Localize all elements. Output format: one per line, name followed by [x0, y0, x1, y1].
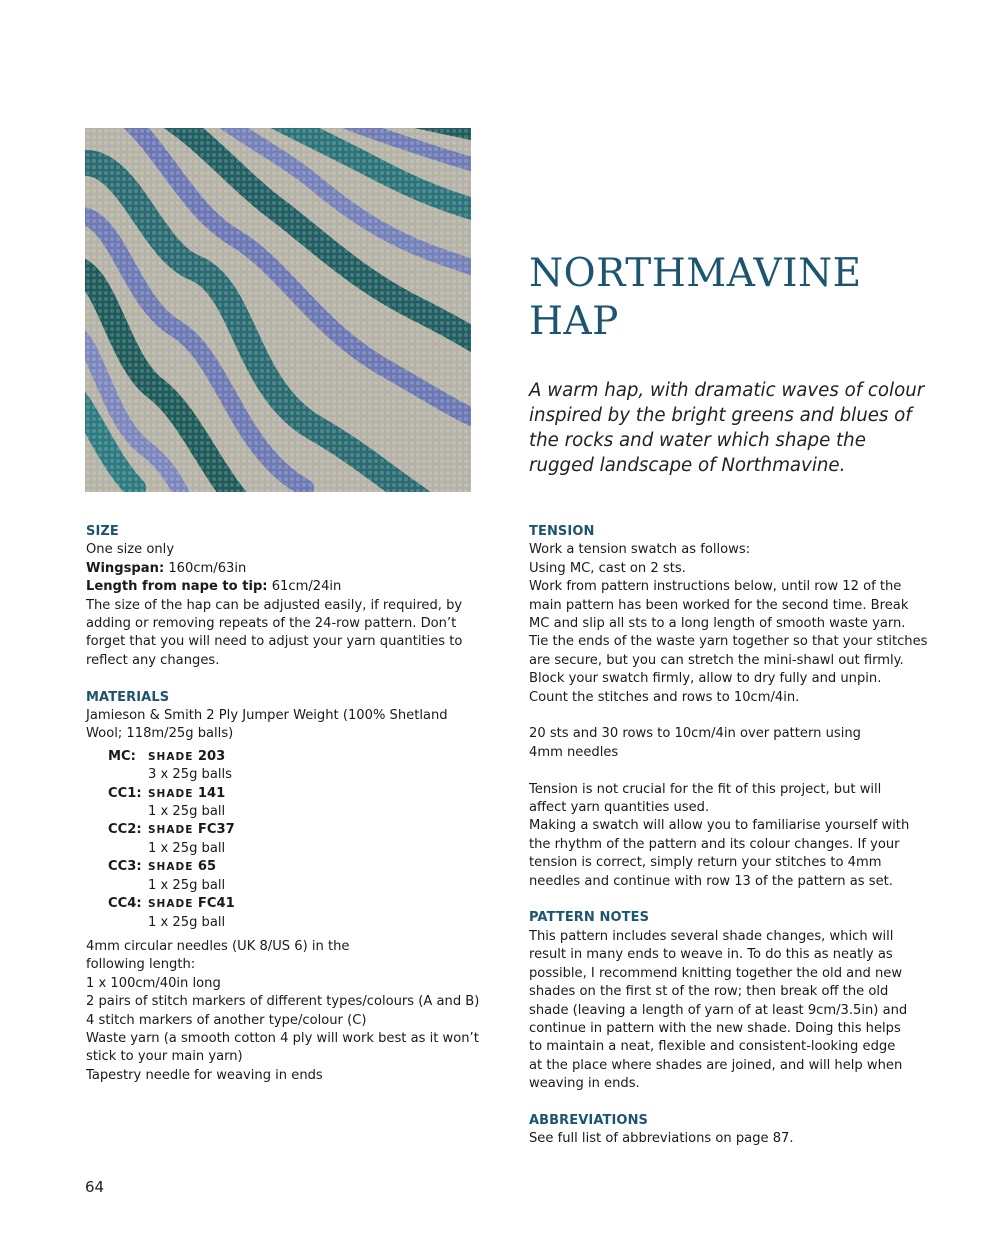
shade-word: SHADE: [148, 750, 194, 763]
shade-word: SHADE: [148, 861, 194, 874]
materials-line: following length:: [86, 957, 196, 973]
shade-quantity: 1 x 25g ball: [148, 840, 226, 856]
shade-quantity: 1 x 25g ball: [148, 804, 226, 820]
materials-line: 2 pairs of stitch markers of different types/colours (A and B): [86, 994, 480, 1010]
yarn-line: Jamieson & Smith 2 Ply Jumper Weight (100% Shetland: [86, 708, 448, 724]
tension-gauge-line: 20 sts and 30 rows to 10cm/4in over pattern using: [529, 726, 861, 742]
pattern-notes-line: This pattern includes several shade changes, which will: [529, 928, 894, 944]
pattern-notes-line: possible, I recommend knitting together the old and new: [529, 965, 903, 981]
shade-label: [148, 895, 235, 913]
tension-line: main pattern has been worked for the second time. Break: [529, 597, 909, 613]
shade-code: CC2:: [108, 822, 142, 838]
size-section: [86, 523, 486, 670]
intro-text: A warm hap, with dramatic waves of colour inspired by the bright greens and blues of the rocks and water which shape the rugged landscape of Northmavine.: [529, 380, 925, 476]
right-column: [529, 523, 929, 1149]
abbreviations-heading: ABBREVIATIONS: [529, 1112, 649, 1128]
shade-quantity: 1 x 25g ball: [148, 877, 226, 893]
shade-list: [108, 748, 486, 932]
materials-line: 1 x 100cm/40in long: [86, 975, 221, 991]
abbreviations-text: See full list of abbreviations on page 87.: [529, 1131, 794, 1147]
pattern-notes-line: weaving in ends.: [529, 1076, 640, 1092]
materials-line: 4 stitch markers of another type/colour (C): [86, 1012, 367, 1028]
tension-line: Work from pattern instructions below, until row 12 of the: [529, 579, 902, 595]
shade-code: CC3:: [108, 859, 142, 875]
shade-label: [148, 748, 225, 766]
size-length: [86, 578, 486, 596]
shade-quantity: 3 x 25g balls: [148, 767, 232, 783]
title-line-2: HAP: [529, 299, 619, 344]
tension-section: [529, 523, 929, 891]
tension-note-line: Tension is not crucial for the fit of this project, but will: [529, 781, 882, 797]
shade-word: SHADE: [148, 824, 194, 837]
shade-item-cc4: [108, 895, 486, 932]
materials-section: [86, 689, 486, 1086]
tension-line: Work a tension swatch as follows:: [529, 542, 751, 558]
shade-label: [148, 785, 225, 803]
shade-word: SHADE: [148, 787, 194, 800]
pattern-notes-line: shade (leaving a length of yarn of at least 9cm/3.5in) and: [529, 1002, 908, 1018]
shade-item-cc3: [108, 858, 486, 895]
pattern-notes-heading: PATTERN NOTES: [529, 910, 650, 926]
knitted-hap-photo: [85, 128, 471, 492]
shade-code: CC1:: [108, 785, 142, 801]
pattern-notes-section: [529, 909, 929, 1093]
shade-item-cc1: [108, 785, 486, 822]
size-note-line: The size of the hap can be adjusted easily, if required, by: [86, 597, 463, 613]
yarn-line: Wool; 118m/25g balls): [86, 726, 234, 742]
pattern-notes-line: result in many ends to weave in. To do this as neatly as: [529, 947, 893, 963]
shade-word: SHADE: [148, 898, 194, 911]
shade-item-mc: [108, 748, 486, 785]
pattern-title: [529, 250, 949, 346]
size-wingspan: [86, 560, 486, 578]
tension-line: Using MC, cast on 2 sts.: [529, 560, 686, 576]
tension-heading: TENSION: [529, 524, 595, 539]
shade-number: 203: [193, 748, 226, 764]
shade-number: FC37: [193, 822, 235, 838]
shade-label: [148, 858, 216, 876]
wingspan-label: Wingspan:: [86, 560, 165, 576]
wingspan-value: 160cm/63in: [164, 560, 247, 576]
page-number: 64: [85, 1178, 105, 1196]
materials-line: stick to your main yarn): [86, 1049, 243, 1065]
materials-line: Waste yarn (a smooth cotton 4 ply will work best as it won’t: [86, 1030, 479, 1046]
tension-line: MC and slip all sts to a long length of smooth waste yarn.: [529, 616, 906, 632]
abbreviations-section: [529, 1112, 929, 1149]
knitting-waves-illustration: [85, 128, 471, 492]
tension-note-line: Making a swatch will allow you to familiarise yourself with: [529, 818, 910, 834]
tension-note-line: affect yarn quantities used.: [529, 800, 710, 816]
shade-number: FC41: [193, 896, 235, 912]
pattern-notes-line: continue in pattern with the new shade. Doing this helps: [529, 1020, 901, 1036]
tension-line: Block your swatch firmly, allow to dry fully and unpin.: [529, 671, 882, 687]
shade-number: 141: [193, 785, 226, 801]
tension-gauge-line: 4mm needles: [529, 744, 619, 760]
size-note-line: reflect any changes.: [86, 652, 220, 668]
tension-line: Tie the ends of the waste yarn together so that your stitches: [529, 634, 928, 650]
title-line-1: NORTHMAVINE: [529, 251, 862, 296]
length-label: Length from nape to tip:: [86, 579, 268, 595]
tension-note-line: the rhythm of the pattern and its colour changes. If your: [529, 836, 900, 852]
left-column: [86, 523, 486, 1085]
tension-line: Count the stitches and rows to 10cm/4in.: [529, 689, 800, 705]
shade-code: MC:: [108, 748, 136, 764]
materials-line: Tapestry needle for weaving in ends: [86, 1067, 323, 1083]
size-note-line: adding or removing repeats of the 24-row pattern. Don’t: [86, 616, 457, 632]
size-heading: SIZE: [86, 524, 119, 539]
length-value: 61cm/24in: [267, 579, 342, 595]
pattern-notes-line: to maintain a neat, flexible and consistent-looking edge: [529, 1039, 896, 1055]
tension-note-line: needles and continue with row 13 of the pattern as set.: [529, 873, 893, 889]
shade-item-cc2: [108, 821, 486, 858]
pattern-notes-line: at the place where shades are joined, and will help when: [529, 1057, 903, 1073]
pattern-notes-line: shades on the first st of the row; then break off the old: [529, 984, 889, 1000]
shade-quantity: 1 x 25g ball: [148, 914, 226, 930]
materials-heading: MATERIALS: [86, 689, 170, 705]
shade-number: 65: [193, 859, 217, 875]
materials-line: 4mm circular needles (UK 8/US 6) in the: [86, 938, 350, 954]
tension-line: are secure, but you can stretch the mini-shawl out firmly.: [529, 652, 904, 668]
size-note-line: forget that you will need to adjust your yarn quantities to: [86, 634, 463, 650]
tension-note-line: tension is correct, simply return your stitches to 4mm: [529, 855, 882, 871]
size-one-size: One size only: [86, 542, 175, 558]
shade-code: CC4:: [108, 896, 142, 912]
shade-label: [148, 821, 235, 839]
